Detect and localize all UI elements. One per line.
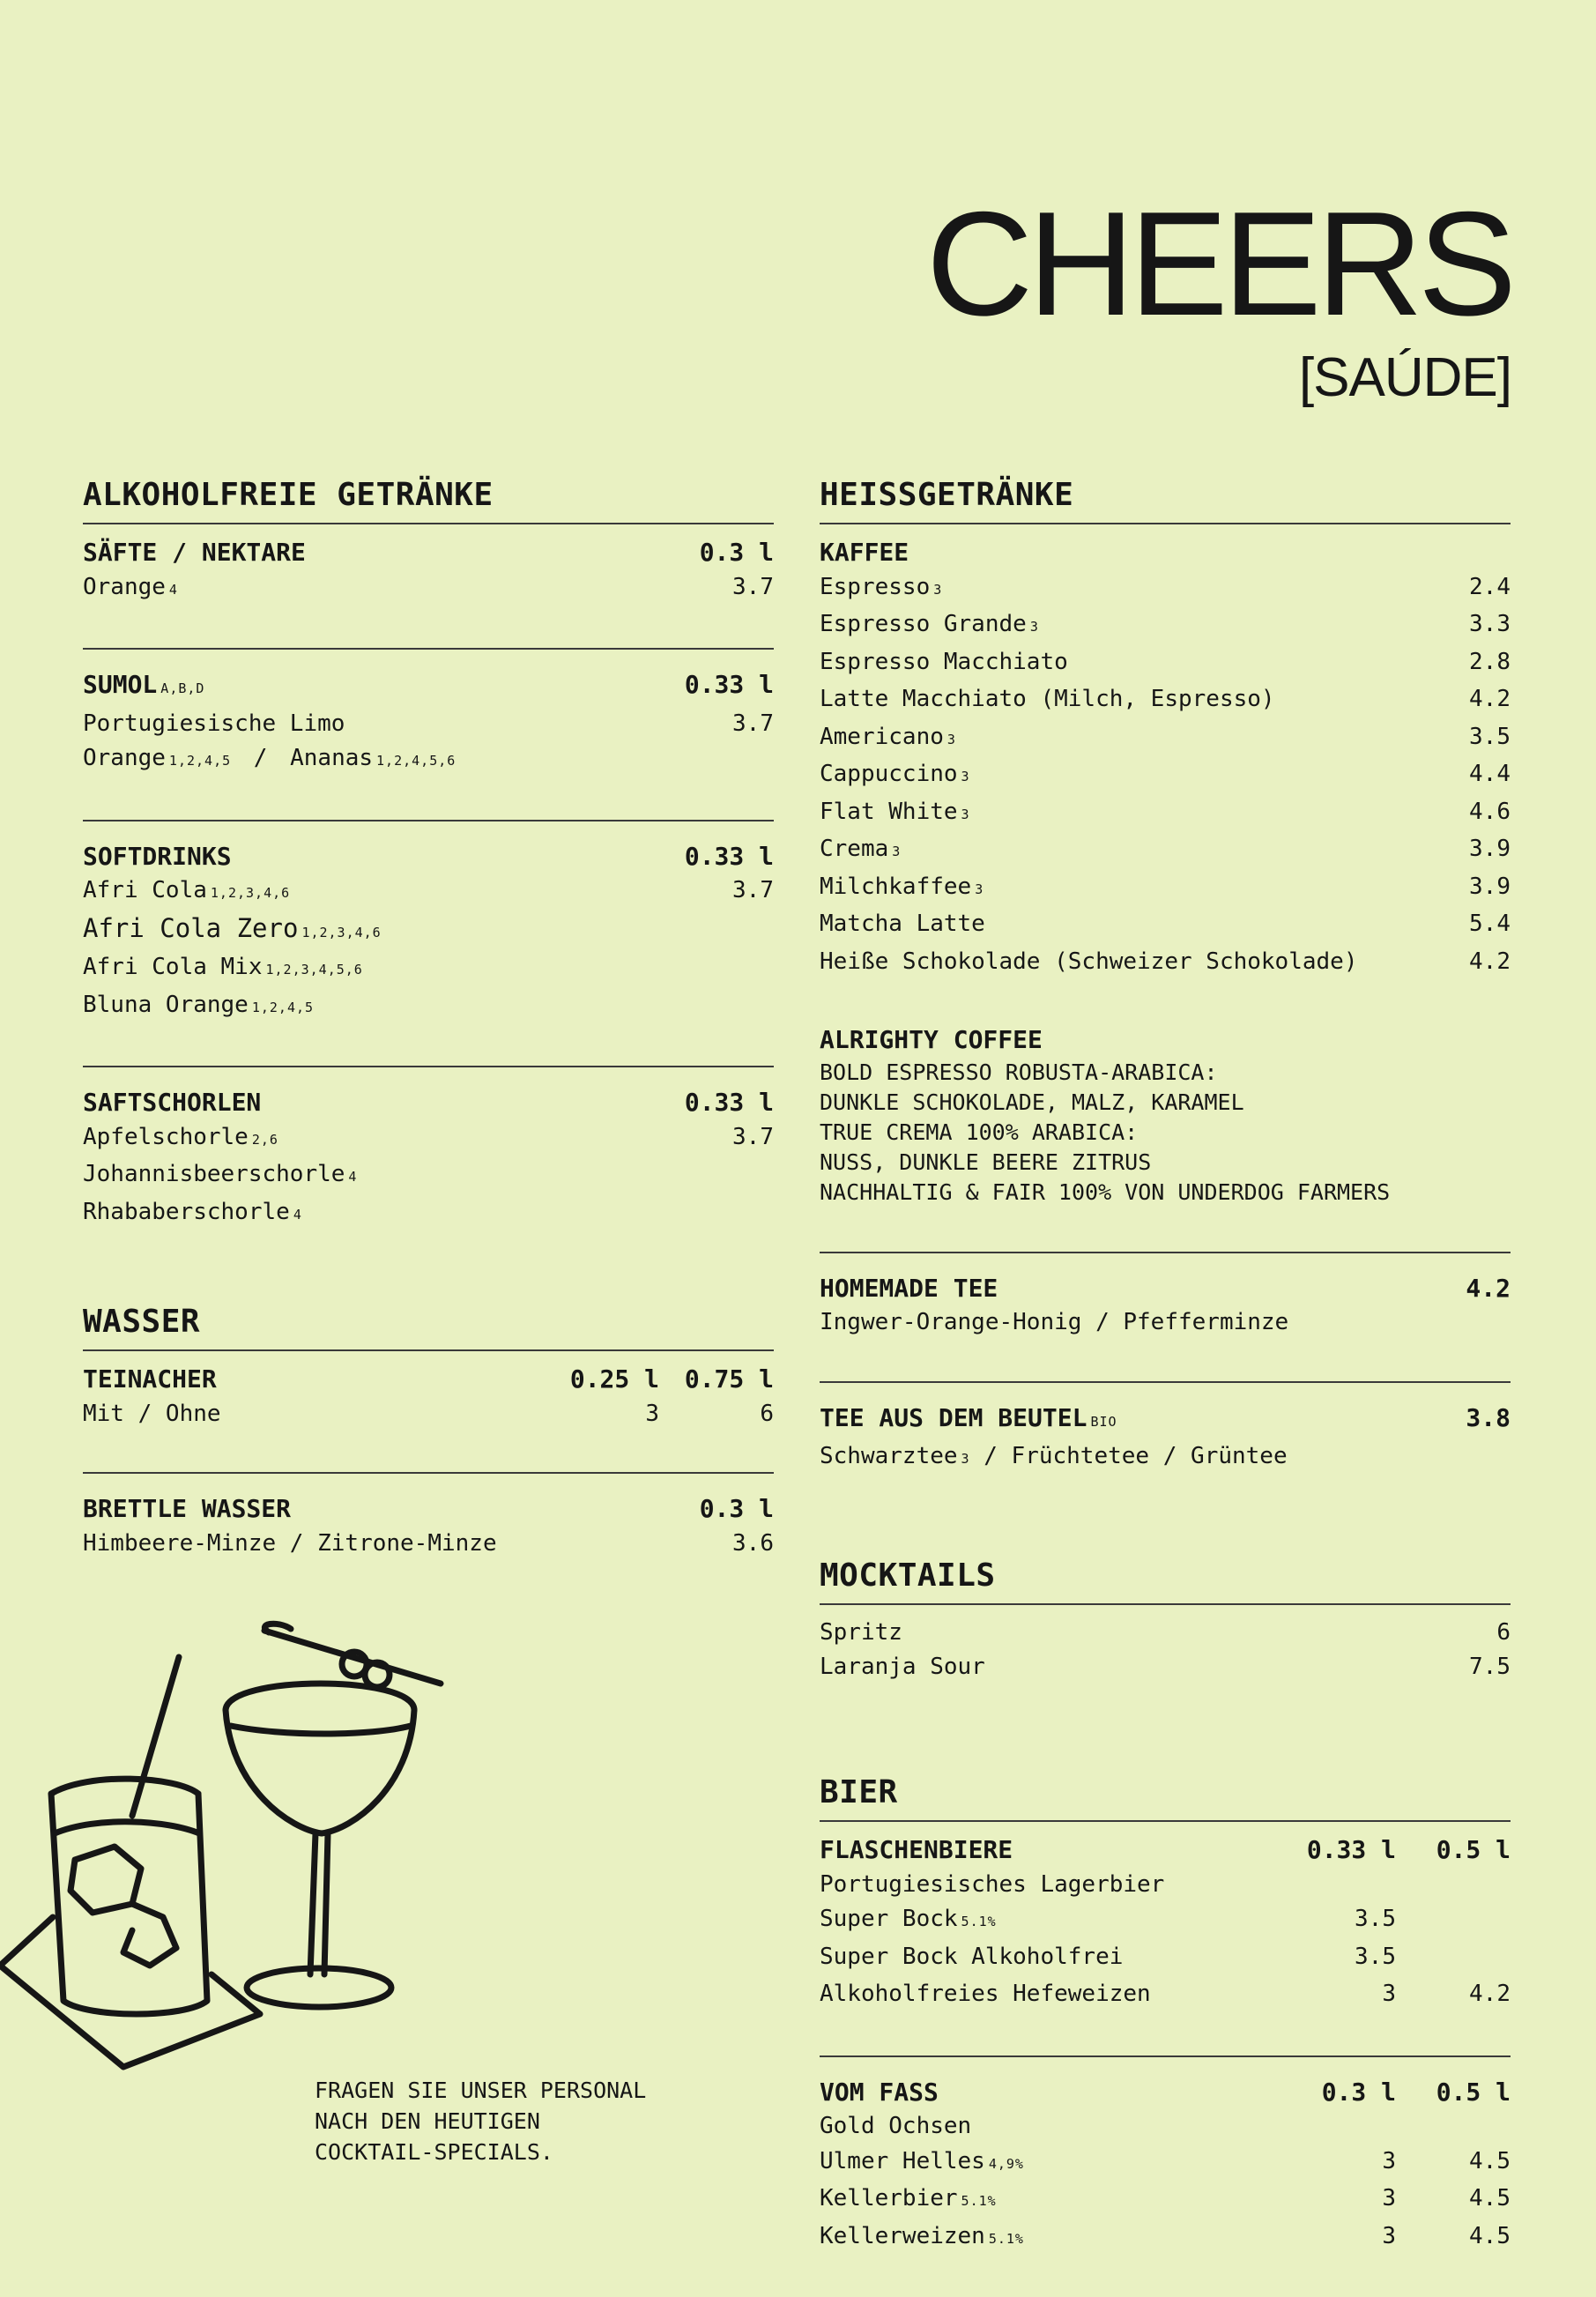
note-line: COCKTAIL-SPECIALS.	[315, 2139, 553, 2165]
group-header	[820, 1832, 1511, 1868]
group-sumol	[83, 648, 774, 779]
list-item	[820, 645, 1511, 683]
group-name: FLASCHENBIERE	[820, 1835, 1013, 1865]
item-name: Super Bock Alkoholfrei	[820, 1943, 1124, 1970]
item-name: Super Bock	[820, 1906, 958, 1933]
list-item	[820, 2145, 1511, 2182]
list-item	[820, 2109, 1511, 2145]
description-line: DUNKLE SCHOKOLADE, MALZ, KARAMEL	[820, 1089, 1244, 1115]
list-item	[83, 1120, 774, 1158]
group-homemade-tee	[820, 1252, 1511, 1341]
item-name: Afri Cola Zero	[83, 912, 299, 943]
item-name: Spritz	[820, 1618, 902, 1646]
additive-note: 1,2,3,4,6	[210, 885, 291, 902]
additive-note: 3	[961, 769, 970, 785]
group-name: SOFTDRINKS	[83, 841, 232, 871]
group-name: BRETTLE WASSER	[83, 1494, 292, 1524]
list-item	[83, 1527, 774, 1562]
list-item	[83, 873, 774, 911]
item-name: Portugiesisches Lagerbier	[820, 1870, 1165, 1898]
note-line: NACH DEN HEUTIGEN	[315, 2108, 540, 2134]
item-price: 4.4	[1469, 761, 1511, 788]
list-item	[83, 570, 774, 608]
item-price: 2.4	[1469, 573, 1511, 600]
item-name: Matcha Latte	[820, 911, 985, 938]
item-price: 4.2	[1469, 1981, 1511, 2008]
item-price: 3.7	[732, 573, 774, 600]
additive-note: 1,2,3,4,6	[301, 924, 382, 940]
group-brettle	[83, 1472, 774, 1561]
group-name: SUMOL	[83, 670, 158, 700]
additive-note: 1,2,4,5,6	[376, 753, 457, 769]
size-label: 0.5 l	[1436, 2077, 1511, 2107]
list-item	[83, 1195, 774, 1233]
item-name: Bluna Orange	[83, 991, 249, 1018]
section-title: WASSER	[83, 1303, 774, 1351]
item-price: 3.8	[1466, 1402, 1511, 1432]
group-name: SAFTSCHORLEN	[83, 1088, 262, 1118]
list-item	[83, 707, 774, 742]
list-item	[820, 757, 1511, 795]
item-name: Flat White	[820, 798, 958, 825]
item-name: Himbeere-Minze / Zitrone-Minze	[83, 1529, 497, 1557]
section-title: ALKOHOLFREIE GETRÄNKE	[83, 476, 774, 524]
item-price: 3	[1382, 2222, 1396, 2249]
additive-note: 4	[168, 581, 178, 598]
additive-note: 3	[961, 806, 970, 822]
item-name: Apfelschorle	[83, 1123, 249, 1150]
group-kaffee	[820, 535, 1511, 982]
item-name: Afri Cola	[83, 877, 207, 904]
list-item	[820, 2219, 1511, 2257]
list-item	[820, 907, 1511, 945]
list-item	[820, 832, 1511, 870]
list-item	[820, 1868, 1511, 1903]
item-name: Latte Macchiato (Milch, Espresso)	[820, 686, 1275, 713]
section-title: HEISSGETRÄNKE	[820, 476, 1511, 524]
left-column	[83, 476, 774, 1602]
list-item	[820, 795, 1511, 833]
size-label: 0.3 l	[1321, 2077, 1396, 2107]
item-price: 5.4	[1469, 911, 1511, 938]
item-name: / Früchtetee / Grüntee	[984, 1443, 1288, 1470]
group-header	[820, 2075, 1511, 2110]
section-title: BIER	[820, 1773, 1511, 1822]
list-item	[820, 682, 1511, 720]
group-name: VOM FASS	[820, 2077, 939, 2107]
item-price: 3	[645, 1400, 659, 1427]
abv-note: 5.1%	[988, 2230, 1024, 2247]
group-header	[820, 535, 1511, 570]
size-label: 0.33 l	[1306, 1835, 1396, 1865]
item-price: 4.5	[1469, 2185, 1511, 2212]
note-line: FRAGEN SIE UNSER PERSONAL	[315, 2078, 647, 2103]
item-name: Johannisbeerschorle	[83, 1161, 345, 1188]
list-item	[820, 607, 1511, 645]
group-header	[820, 1022, 1511, 1058]
group-teinacher	[83, 1362, 774, 1431]
group-header	[820, 1401, 1511, 1440]
variant-name: Ananas	[290, 745, 374, 772]
item-price: 6	[1496, 1618, 1511, 1646]
section-bier	[820, 1773, 1511, 2256]
item-price: 3.9	[1469, 873, 1511, 900]
list-item	[820, 1650, 1511, 1685]
list-item	[820, 1616, 1511, 1651]
size-label: 0.33 l	[684, 670, 774, 700]
item-name: Afri Cola Mix	[83, 954, 263, 981]
list-item	[820, 870, 1511, 908]
item-name: Espresso Macchiato	[820, 648, 1068, 675]
additive-note: 3	[946, 731, 956, 747]
right-column	[820, 476, 1511, 2297]
abv-note: 4,9%	[988, 2155, 1024, 2172]
item-price: 7.5	[1469, 1654, 1511, 1681]
group-header	[820, 1271, 1511, 1306]
list-item	[820, 2182, 1511, 2219]
item-name: Heiße Schokolade (Schweizer Schokolade)	[820, 948, 1358, 975]
list-item	[820, 1940, 1511, 1978]
section-wasser	[83, 1303, 774, 1561]
size-label: 0.5 l	[1436, 1835, 1511, 1865]
additive-note: 1,2,3,4,5,6	[265, 962, 363, 978]
item-price: 4.2	[1466, 1273, 1511, 1303]
section-mocktails	[820, 1557, 1511, 1685]
size-label: 0.25 l	[569, 1364, 659, 1394]
group-softdrinks	[83, 820, 774, 1026]
list-item	[820, 720, 1511, 758]
item-name: Orange	[83, 573, 166, 600]
item-price: 3.7	[732, 877, 774, 904]
list-item	[820, 1439, 1511, 1477]
additive-note: 4	[348, 1169, 358, 1186]
menu-title: CHEERS	[925, 181, 1511, 346]
additive-note: 2,6	[251, 1131, 278, 1148]
item-price: 3.5	[1355, 1943, 1396, 1970]
size-label: 0.3 l	[699, 538, 774, 568]
item-name: Laranja Sour	[820, 1654, 985, 1681]
additive-note: 1,2,4,5	[168, 753, 232, 769]
additive-note: A,B,D	[160, 680, 205, 697]
list-item	[820, 945, 1511, 983]
item-price: 3.9	[1469, 836, 1511, 863]
size-label: 0.33 l	[684, 1088, 774, 1118]
item-price: 3.7	[732, 710, 774, 737]
list-item	[83, 1157, 774, 1195]
group-name: KAFFEE	[820, 538, 909, 568]
description-line: NACHHALTIG & FAIR 100% VON UNDERDOG FARMERS	[820, 1178, 1391, 1205]
group-name: SÄFTE / NEKTARE	[83, 538, 306, 568]
abv-note: 5.1%	[961, 2193, 997, 2210]
item-name: Schwarztee	[820, 1443, 958, 1470]
item-name: Rhababerschorle	[83, 1198, 290, 1225]
list-item	[83, 911, 774, 951]
group-tee-beutel	[820, 1381, 1511, 1477]
list-item	[83, 988, 774, 1026]
group-header	[83, 839, 774, 874]
list-item	[820, 1977, 1511, 2015]
group-saefte	[83, 535, 774, 607]
item-price: 3.5	[1469, 723, 1511, 750]
item-price: 2.8	[1469, 648, 1511, 675]
group-vom-fass	[820, 2055, 1511, 2257]
item-name: Kellerbier	[820, 2185, 958, 2212]
item-name: Espresso	[820, 573, 931, 600]
group-header	[83, 1085, 774, 1120]
item-name: Espresso Grande	[820, 611, 1027, 638]
item-name: Gold Ochsen	[820, 2113, 972, 2140]
size-label: 0.33 l	[684, 841, 774, 871]
section-title: MOCKTAILS	[820, 1557, 1511, 1605]
additive-note: 3	[1029, 619, 1039, 636]
variant-separator: /	[253, 745, 268, 772]
group-mocktails	[820, 1616, 1511, 1685]
item-price: 3	[1382, 2147, 1396, 2174]
item-price: 3.5	[1355, 1906, 1396, 1933]
bio-badge: BIO	[1090, 1413, 1117, 1430]
additive-note: 3	[975, 881, 984, 897]
additive-note: 1,2,4,5	[251, 999, 315, 1015]
item-name: Crema	[820, 836, 889, 863]
cocktail-illustration-icon	[0, 1613, 458, 2089]
section-alkoholfrei	[83, 476, 774, 1232]
item-name: Kellerweizen	[820, 2222, 985, 2249]
item-price: 4.2	[1469, 686, 1511, 713]
item-price: 6	[760, 1400, 774, 1427]
item-name: Ingwer-Orange-Honig / Pfefferminze	[820, 1309, 1289, 1336]
description-line: BOLD ESPRESSO ROBUSTA-ARABICA:	[820, 1059, 1218, 1085]
item-price: 4.6	[1469, 798, 1511, 825]
group-name: ALRIGHTY COFFEE	[820, 1025, 1043, 1055]
specials-note	[315, 2075, 646, 2167]
item-price: 3	[1382, 1981, 1396, 2008]
list-item	[820, 1902, 1511, 1940]
item-price: 3.3	[1469, 611, 1511, 638]
group-name: TEINACHER	[83, 1364, 217, 1394]
item-price: 4.2	[1469, 948, 1511, 975]
group-saftschorlen	[83, 1066, 774, 1232]
group-flaschenbiere	[820, 1832, 1511, 2015]
size-label: 0.3 l	[699, 1494, 774, 1524]
group-header	[83, 1491, 774, 1527]
additive-note: 3	[892, 844, 902, 860]
item-price: 4.5	[1469, 2222, 1511, 2249]
group-header	[83, 1362, 774, 1397]
item-name: Americano	[820, 723, 944, 750]
section-heiss	[820, 476, 1511, 1477]
item-price: 3.7	[732, 1123, 774, 1150]
item-name: Cappuccino	[820, 761, 958, 788]
group-header	[83, 667, 774, 707]
group-alrighty	[820, 1022, 1511, 1208]
group-header	[83, 535, 774, 570]
list-item	[83, 1397, 774, 1432]
item-price: 4.5	[1469, 2147, 1511, 2174]
item-name: Mit / Ohne	[83, 1400, 221, 1427]
menu-subtitle: [SAÚDE]	[1298, 347, 1511, 408]
item-name: Portugiesische Limo	[83, 710, 345, 737]
abv-note: 5.1%	[961, 1914, 997, 1930]
item-price: 3.6	[732, 1529, 774, 1557]
list-item	[820, 1305, 1511, 1341]
variant-name: Orange	[83, 745, 166, 772]
additive-note: 3	[933, 581, 943, 598]
additive-note: 3	[961, 1451, 970, 1468]
size-label: 0.75 l	[684, 1364, 774, 1394]
list-item	[83, 741, 774, 779]
group-name: TEE AUS DEM BEUTEL	[820, 1402, 1088, 1432]
item-name: Ulmer Helles	[820, 2147, 985, 2174]
description-line: NUSS, DUNKLE BEERE ZITRUS	[820, 1148, 1152, 1175]
item-price: 3	[1382, 2185, 1396, 2212]
list-item	[83, 950, 774, 988]
item-name: Alkoholfreies Hefeweizen	[820, 1981, 1151, 2008]
item-name: Milchkaffee	[820, 873, 972, 900]
description-line: TRUE CREMA 100% ARABICA:	[820, 1119, 1139, 1145]
list-item	[820, 570, 1511, 608]
additive-note: 4	[293, 1206, 302, 1223]
group-name: HOMEMADE TEE	[820, 1273, 998, 1303]
